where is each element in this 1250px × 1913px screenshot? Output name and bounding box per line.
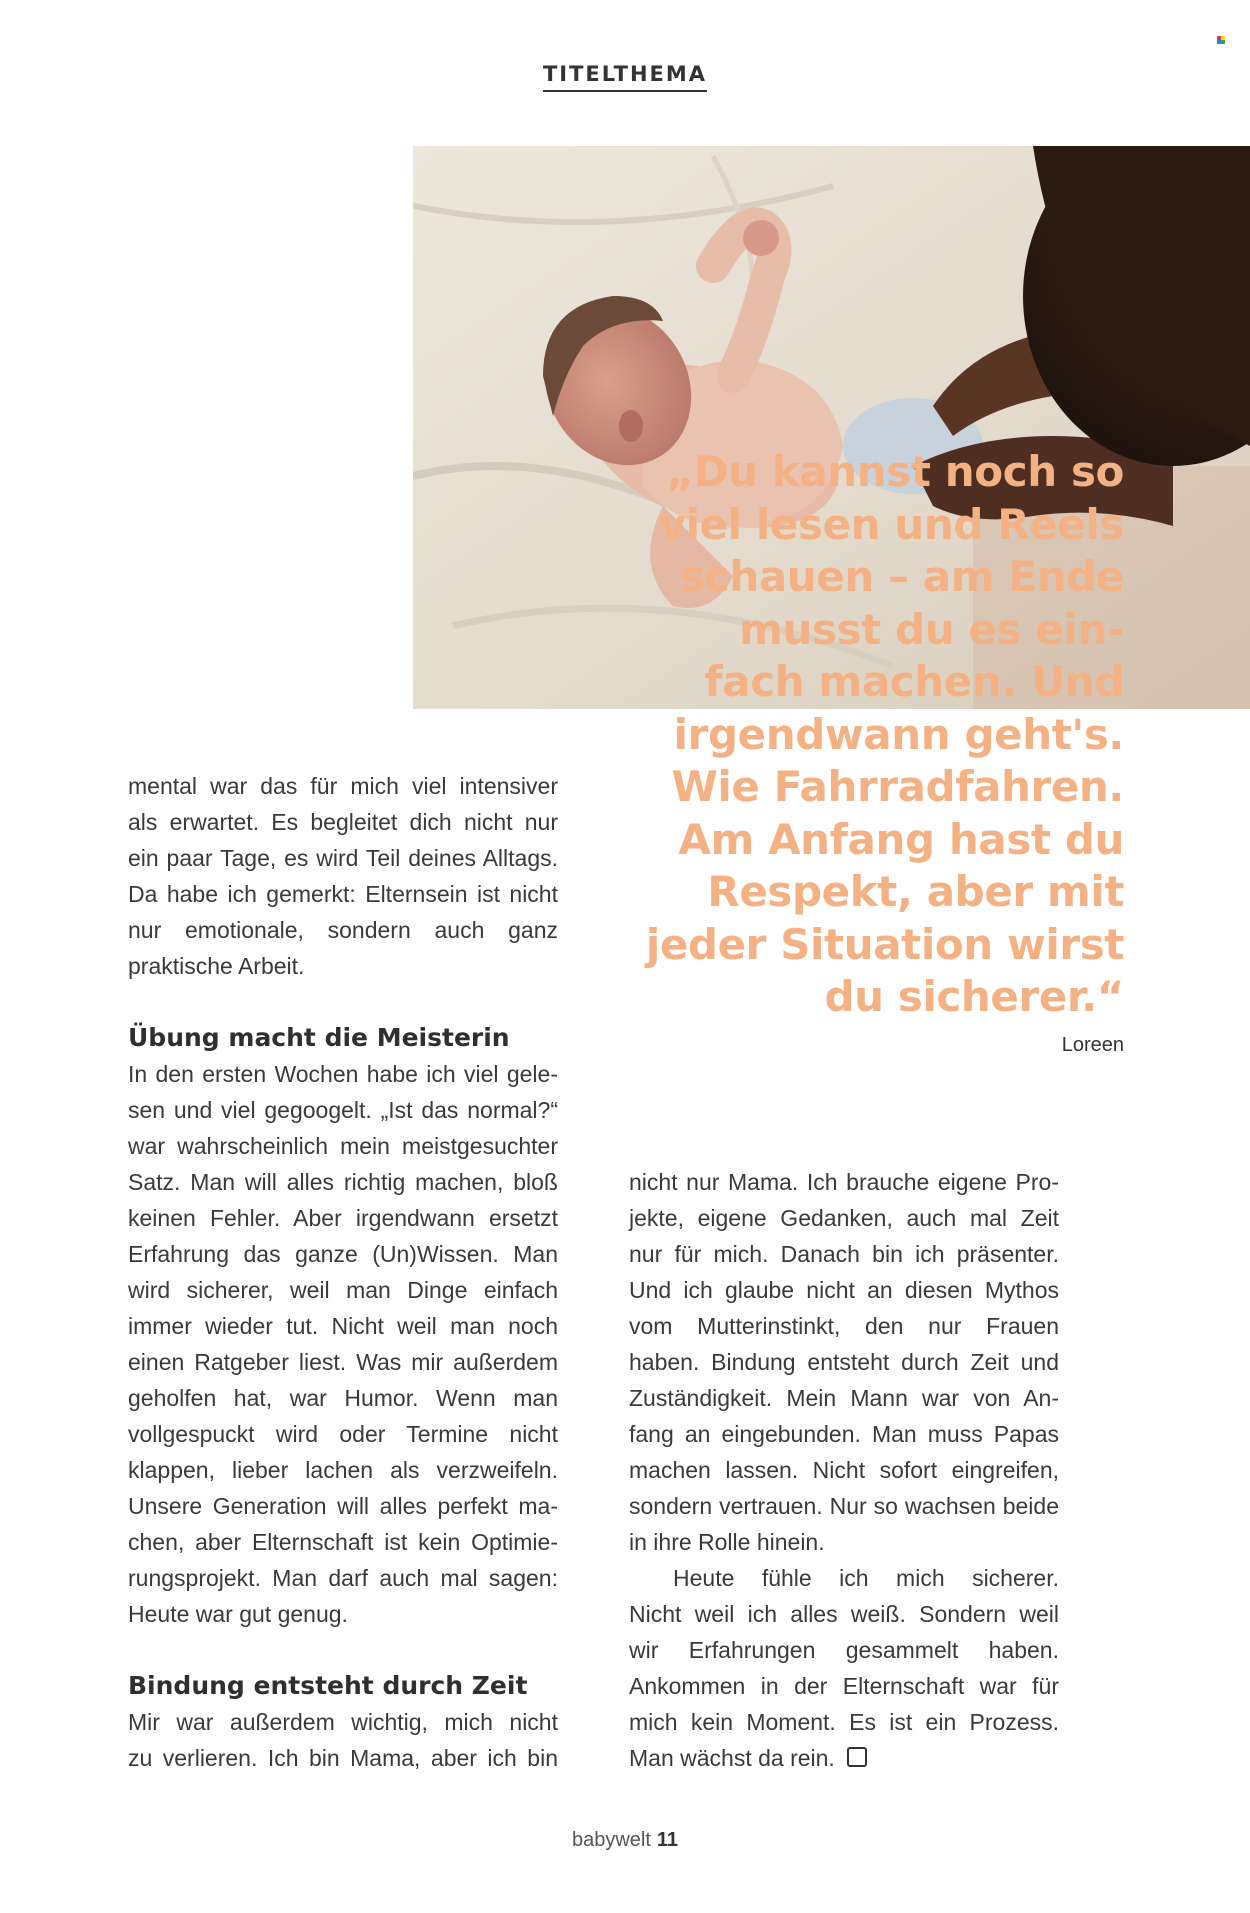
pull-quote-line: fach machen. Und bbox=[704, 657, 1124, 706]
body-line-last bbox=[629, 1740, 1059, 1776]
pull-quote-line: „Du kannst noch so bbox=[666, 447, 1124, 496]
body-line-text: Man wächst da rein. bbox=[629, 1745, 835, 1771]
body-line: ein paar Tage, es wird Teil deines Alltags. bbox=[128, 845, 558, 871]
body-line: Erfahrung das ganze (Un)Wissen. Man bbox=[128, 1241, 558, 1267]
pull-quote-line: Respekt, aber mit bbox=[707, 867, 1124, 916]
page-footer bbox=[0, 1829, 1250, 1852]
body-line: chen, aber Elternschaft ist kein Optimie- bbox=[128, 1529, 558, 1555]
pull-quote-line: Am Anfang hast du bbox=[678, 814, 1124, 864]
left-column bbox=[128, 768, 558, 1776]
body-line: als erwartet. Es begleitet dich nicht nur bbox=[128, 809, 558, 835]
body-line: praktische Arbeit. bbox=[128, 953, 305, 979]
body-line: haben. Bindung entsteht durch Zeit und bbox=[629, 1349, 1059, 1375]
body-line: Heute fühle ich mich sicherer. bbox=[673, 1565, 1059, 1591]
pull-quote-line: musst du es ein- bbox=[739, 604, 1124, 654]
body-line: Nicht weil ich alles weiß. Sondern weil bbox=[629, 1601, 1059, 1627]
body-line: jekte, eigene Gedanken, auch mal Zeit bbox=[629, 1205, 1059, 1231]
body-line: Ankommen in der Elternschaft war für bbox=[629, 1673, 1059, 1699]
body-line: In den ersten Wochen habe ich viel gele- bbox=[128, 1061, 558, 1087]
magazine-name: babywelt bbox=[571, 1829, 651, 1851]
body-line: Da habe ich gemerkt: Elternsein ist nicht bbox=[128, 881, 558, 907]
body-line: nicht nur Mama. Ich brauche eigene Pro- bbox=[629, 1169, 1059, 1195]
quote-author: Loreen bbox=[1061, 1034, 1124, 1056]
body-line: zu verlieren. Ich bin Mama, aber ich bin bbox=[128, 1745, 558, 1771]
pull-quote bbox=[640, 446, 1124, 1024]
body-line: mich kein Moment. Es ist ein Prozess. bbox=[629, 1709, 1059, 1735]
body-line: sen und viel gegoogelt. „Ist das normal?“ bbox=[128, 1097, 558, 1123]
body-line: in ihre Rolle hinein. bbox=[629, 1529, 825, 1555]
body-line: klappen, lieber lachen als verzweifeln. bbox=[128, 1457, 558, 1483]
body-line: Satz. Man will alles richtig machen, bloß bbox=[128, 1169, 558, 1195]
body-line: machen lassen. Nicht sofort eingreifen, bbox=[629, 1457, 1059, 1483]
body-line: Zuständigkeit. Mein Mann war von An- bbox=[629, 1385, 1059, 1411]
pull-quote-line: schauen – am Ende bbox=[680, 552, 1124, 601]
right-column bbox=[629, 1164, 1059, 1776]
body-line: wir Erfahrungen gesammelt haben. bbox=[629, 1637, 1059, 1663]
body-line: Unsere Generation will alles perfekt ma- bbox=[128, 1493, 558, 1519]
body-line: immer wieder tut. Nicht weil man noch bbox=[128, 1313, 558, 1339]
body-line: rungsprojekt. Man darf auch mal sagen: bbox=[128, 1565, 558, 1591]
body-line: nur emotionale, sondern auch ganz bbox=[128, 917, 558, 943]
section-label: TITELTHEMA bbox=[543, 62, 707, 92]
pull-quote-line: du sicherer.“ bbox=[824, 972, 1124, 1021]
body-line: keinen Fehler. Aber irgendwann ersetzt bbox=[128, 1205, 558, 1231]
body-line: vollgespuckt wird oder Termine nicht bbox=[128, 1421, 558, 1447]
body-line: geholfen hat, war Humor. Wenn man bbox=[128, 1385, 558, 1411]
pull-quote-line: jeder Situation wirst bbox=[645, 919, 1124, 969]
body-line: Mir war außerdem wichtig, mich nicht bbox=[128, 1709, 558, 1735]
body-line: vom Mutterinstinkt, den nur Frauen bbox=[629, 1313, 1059, 1339]
body-line: wird sicherer, weil man Dinge einfach bbox=[128, 1277, 558, 1303]
body-line: Und ich glaube nicht an diesen Mythos bbox=[629, 1277, 1059, 1303]
pull-quote-line: irgendwann geht's. bbox=[673, 709, 1124, 759]
page-number: 11 bbox=[656, 1829, 679, 1851]
body-line: Heute war gut genug. bbox=[128, 1601, 348, 1627]
body-line: sondern vertrauen. Nur so wachsen beide bbox=[629, 1493, 1059, 1519]
subheading: Bindung entsteht durch Zeit bbox=[128, 1671, 528, 1700]
pull-quote-line: viel lesen und Reels bbox=[658, 499, 1124, 549]
body-line: fang an eingebunden. Man muss Papas bbox=[629, 1421, 1059, 1447]
body-line: mental war das für mich viel intensiver bbox=[128, 773, 558, 799]
body-line: nur für mich. Danach bin ich präsenter. bbox=[629, 1241, 1059, 1267]
end-square-icon bbox=[847, 1747, 867, 1767]
section-label-container bbox=[0, 62, 1250, 92]
body-line: war wahrscheinlich mein meistgesuchter bbox=[128, 1133, 558, 1159]
pull-quote-line: Wie Fahrradfahren. bbox=[671, 762, 1124, 811]
subheading: Übung macht die Meisterin bbox=[128, 1023, 510, 1052]
body-line: einen Ratgeber liest. Was mir außerdem bbox=[128, 1349, 558, 1375]
color-registration-icon bbox=[1217, 36, 1225, 44]
